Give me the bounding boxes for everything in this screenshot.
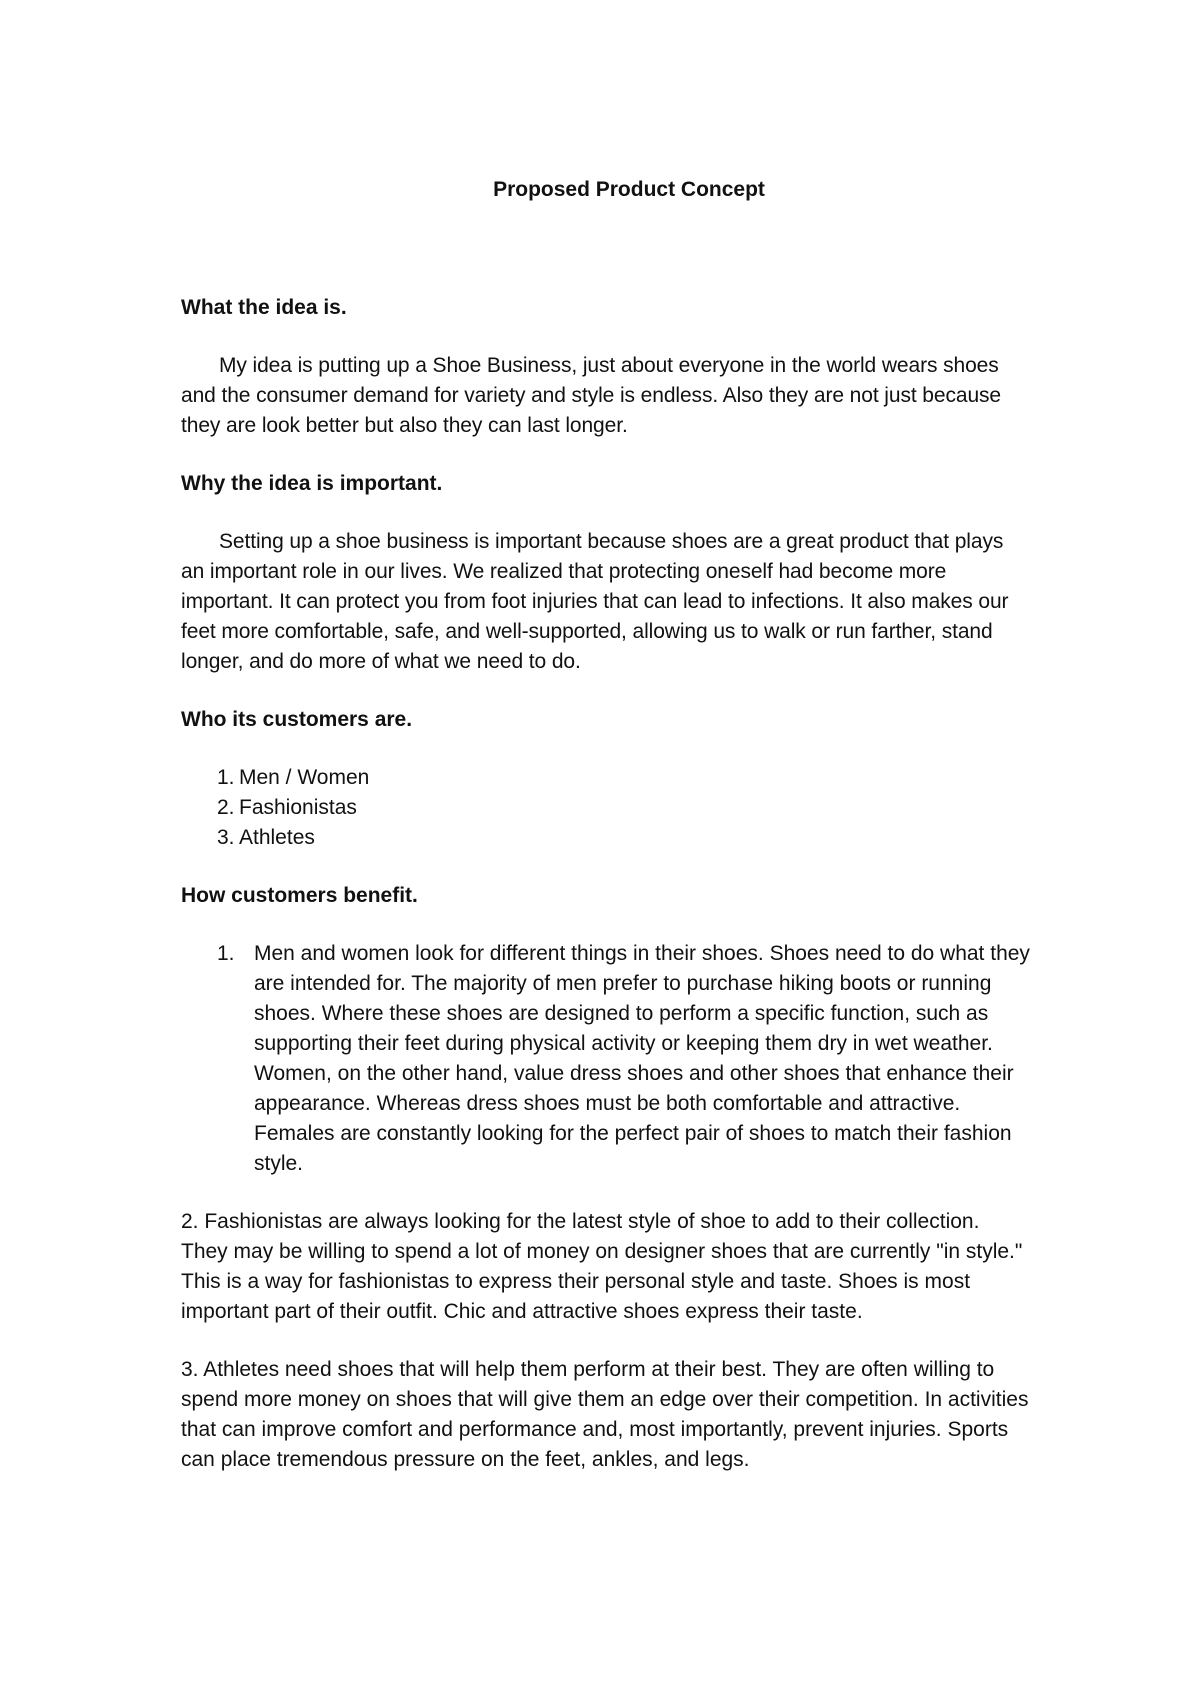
list-item-number: 1. — [217, 766, 235, 789]
page-title: Proposed Product Concept — [493, 178, 765, 201]
benefit-item-men-women — [181, 939, 1031, 1179]
list-item-number: 1. — [217, 942, 235, 965]
list-item — [181, 763, 1031, 793]
document-content — [181, 175, 1031, 1503]
benefit-item-fashionistas: 2. Fashionistas are always looking for the latest style of shoe to add to their collection. They may be willing to spend a lot of money on designer shoes that are currently "in style." This is a way for fashionistas to express their personal style and taste. Shoes is most important part of their outfit. Chic and attractive shoes express their taste. — [181, 1210, 1023, 1323]
section-heading-idea: What the idea is. — [181, 296, 347, 319]
list-item-number: 2. — [217, 796, 235, 819]
importance-paragraph: Setting up a shoe business is important because shoes are a great product that plays an important role in our lives. We realized that protecting oneself had become more important. It can protect you from foot injuries that can lead to infections. It also makes our feet more comfortable, safe, and well-supported, allowing us to walk or run farther, stand longer, and do more of what we need to do. — [181, 530, 1009, 673]
section-heading-importance: Why the idea is important. — [181, 472, 443, 495]
section-heading-customers: Who its customers are. — [181, 708, 413, 731]
list-item-number: 3. — [217, 826, 235, 849]
list-item-text: Athletes — [239, 826, 315, 849]
list-item-text: Men / Women — [239, 766, 370, 789]
list-item-text: Fashionistas — [239, 796, 357, 819]
benefit-item-athletes: 3. Athletes need shoes that will help them perform at their best. They are often willing to spend more money on shoes that will give them an edge over their competition. In activities that can improve comfort and performance and, most importantly, prevent injuries. Sports can place tremendous pressure on the feet, ankles, and legs. — [181, 1358, 1029, 1471]
list-item — [181, 823, 1031, 853]
list-item — [181, 793, 1031, 823]
benefit-item-text: Men and women look for different things in their shoes. Shoes need to do what they are intended for. The majority of men prefer to purchase hiking boots or running shoes. Where these shoes are designed to perform a specific function, such as supporting their feet during physical activity or keeping them dry in wet weather. Women, on the other hand, value dress shoes and other shoes that enhance their appearance. Whereas dress shoes must be both comfortable and attractive. Females are constantly looking for the perfect pair of shoes to match their fashion style. — [254, 942, 1030, 1175]
section-heading-benefits: How customers benefit. — [181, 884, 418, 907]
customers-list — [181, 763, 1031, 853]
idea-paragraph: My idea is putting up a Shoe Business, just about everyone in the world wears shoes and the consumer demand for variety and style is endless. Also they are not just because they are look better but also they can last longer. — [181, 354, 1002, 437]
